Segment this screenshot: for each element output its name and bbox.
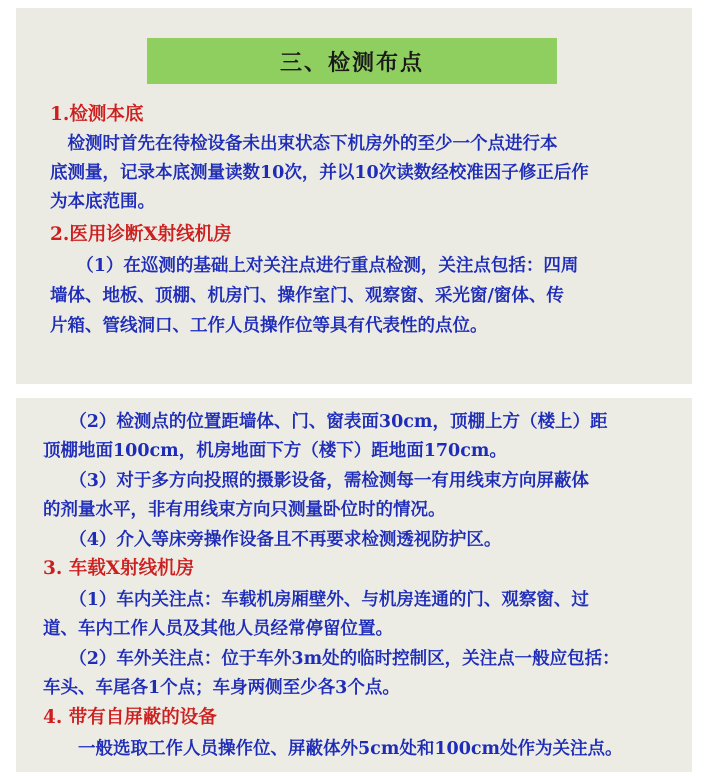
section-title: 三、检测布点 (147, 38, 557, 84)
heading-medical-room: 2.医用诊断X射线机房 (50, 224, 232, 245)
text-line: 一般选取工作人员操作位、屏蔽体外5cm处和100cm处作为关注点。 (78, 739, 623, 759)
slide-panel-top (16, 8, 692, 384)
text-line: 车头、车尾各1个点；车身两侧至少各3个点。 (43, 678, 400, 698)
heading-self-shielded: 4. 带有自屏蔽的设备 (43, 707, 217, 728)
text-line: （3）对于多方向投照的摄影设备，需检测每一有用线束方向屏蔽体 (78, 471, 589, 491)
text-line: 片箱、管线洞口、工作人员操作位等具有代表性的点位。 (50, 316, 488, 336)
heading-background: 1.检测本底 (50, 104, 144, 125)
text-line: （2）检测点的位置距墙体、门、窗表面30cm，顶棚上方（楼上）距 (78, 412, 608, 432)
text-line: （2）车外关注点：位于车外3m处的临时控制区，关注点一般应包括： (78, 649, 620, 669)
heading-vehicle-room: 3. 车载X射线机房 (43, 558, 195, 579)
slide-panel-bottom (16, 398, 692, 772)
text-line: 为本底范围。 (50, 192, 155, 212)
text-line: （4）介入等床旁操作设备且不再要求检测透视防护区。 (78, 530, 502, 550)
text-line: 顶棚地面100cm，机房地面下方（楼下）距地面170cm。 (43, 441, 507, 461)
text-line: 底测量，记录本底测量读数10次，并以10次读数经校准因子修正后作 (50, 163, 589, 183)
text-line: 的剂量水平，非有用线束方向只测量卧位时的情况。 (43, 500, 446, 520)
text-line: （1）在巡测的基础上对关注点进行重点检测，关注点包括：四周 (85, 256, 579, 276)
text-line: 墙体、地板、顶棚、机房门、操作室门、观察窗、采光窗/窗体、传 (50, 286, 564, 306)
text-line: 检测时首先在待检设备未出束状态下机房外的至少一个点进行本 (67, 134, 558, 154)
text-line: （1）车内关注点：车载机房厢壁外、与机房连通的门、观察窗、过 (78, 590, 589, 610)
text-line: 道、车内工作人员及其他人员经常停留位置。 (43, 619, 393, 639)
